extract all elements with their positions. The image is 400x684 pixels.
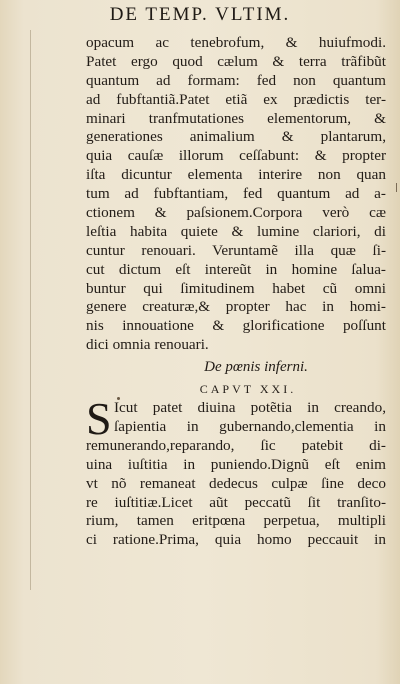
text-line: opacum ac tenebrofum, & huiufmodi.	[86, 34, 386, 51]
text-line: generationes animalium & plantarum,	[86, 128, 386, 146]
text-line: dici omnia renouari.	[86, 336, 209, 354]
text-line: ſapientia in gubernando,clementia in	[114, 418, 386, 436]
text-line: minari tranfmutationes elementorum, &	[86, 109, 386, 127]
text-line: re iuſtitiæ.Licet aũt peccatũ ſit tranſito-	[86, 493, 386, 511]
text-line: uina iuſtitia in puniendo.Dignũ eſt enim	[86, 455, 386, 473]
section-heading: De pœnis inferni.	[204, 359, 308, 376]
text-line: remunerando,reparando, ſic patebit di-	[86, 436, 386, 454]
text-line: iſta dicuntur elementa interire non quan	[86, 166, 386, 184]
margin-mark	[396, 183, 397, 192]
text-line: genere creaturæ,& propter hac in homi-	[86, 298, 386, 316]
chapter-label: CAPVT XXI.	[199, 382, 297, 397]
text-line: buntur qui ſimitudinem habet cũ omni	[86, 279, 386, 297]
text-line: cut dictum eſt intereũt in homine ſalua-	[86, 260, 386, 278]
paragraph-one	[86, 34, 386, 355]
drop-cap: S	[86, 393, 112, 445]
text-line: tum ad fubftantiam, fed quantum ad a-	[86, 185, 386, 203]
text-block	[86, 34, 386, 550]
text-line: ad fubftantiã.Patet etiã ex prædictis ter-	[86, 90, 386, 108]
text-line: Icut patet diuina potẽtia in creando,	[114, 399, 386, 417]
text-line: vt nõ remaneat dedecus culpæ ſine deco	[86, 474, 386, 492]
text-line: Patet ergo quod cælum & terra trãfibũt	[86, 52, 386, 70]
text-line: quantum ad formam: fed non quantum	[86, 71, 386, 89]
text-line: ctionem & paſsionem.Corpora verò cæ	[86, 204, 386, 222]
text-line: cuntur renouari. Veruntamẽ illa quæ ſi-	[86, 241, 386, 259]
text-line: leſtia habita quiete & lumine clariori, di	[86, 222, 386, 240]
running-head: DE TEMP. VLTIM.	[109, 4, 291, 25]
text-line: quia cauſæ illorum ceſſabunt: & propter	[86, 147, 386, 165]
text-line: nis innouatione & glorificatione poſſunt	[86, 317, 386, 335]
page-crease	[30, 30, 31, 590]
paragraph-two	[86, 393, 386, 550]
text-line: rium, tamen eritpœna perpetua, multipli	[86, 512, 386, 530]
text-line: ci ratione.Prima, quia homo peccauit in	[86, 531, 386, 549]
